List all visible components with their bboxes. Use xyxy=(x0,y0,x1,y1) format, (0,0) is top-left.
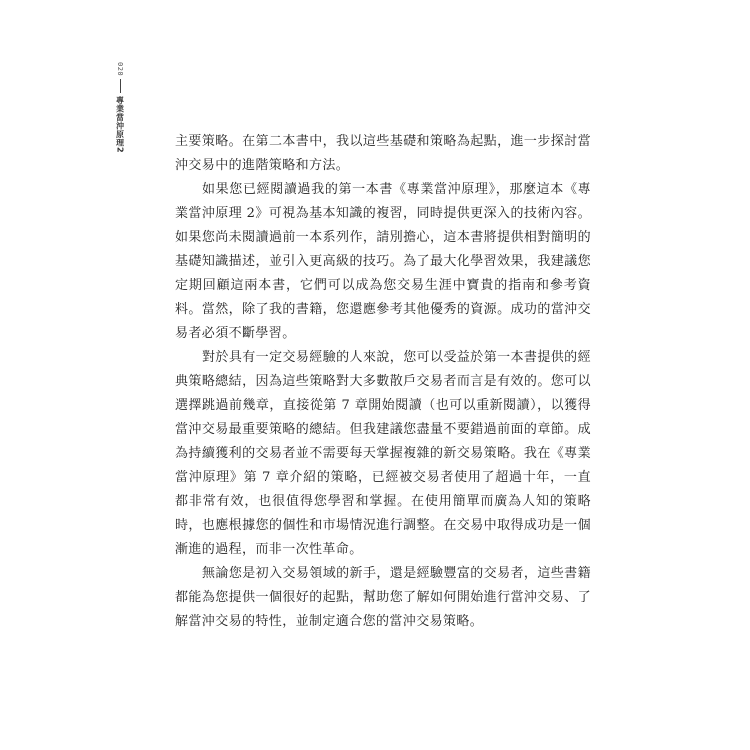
body-text xyxy=(175,130,591,634)
paragraph: 無論您是初入交易領域的新手，還是經驗豐富的交易者，這些書籍都能為您提供一個很好的起點，幫助您了解如何開始進行當沖交易、了解當沖交易的特性，並制定適合您的當沖交易策略。 xyxy=(175,566,591,629)
paragraph: 對於具有一定交易經驗的人來說，您可以受益於第一本書提供的經典策略總結，因為這些策略對大多數散戶交易者而言是有效的。您可以選擇跳過前幾章，直接從第 7 章開始閱讀（也可以重新閱讀），以獲得當沖交易最重要策略的總結。但我建議您盡量不要錯過前面的章節。成為持續獲利的交易者並不需要每天掌握複雜的新交易策略。我在《專業當沖原理》第 7 章介紹的策略，已經被交易者使用了超過十年，一直都非常有效，也很值得您學習和掌握。在使用簡單而廣為人知的策略時，也應根據您的個性和市場情況進行調整。在交易中取得成功是一個漸進的過程，而非一次性革命。 xyxy=(175,350,591,557)
paragraph: 如果您已經閱讀過我的第一本書《專業當沖原理》，那麼這本《專業當沖原理 2》可視為基本知識的複習，同時提供更深入的技術內容。如果您尚未閱讀過前一本系列作，請別擔心，這本書將提供相對簡明的基礎知識描述，並引入更高級的技巧。為了最大化學習效果，我建議您定期回顧這兩本書，它們可以成為您交易生涯中寶貴的指南和參考資料。當然，除了我的書籍，您還應參考其他優秀的資源。成功的當沖交易者必須不斷學習。 xyxy=(175,182,591,341)
page-number: 020 xyxy=(116,62,124,77)
paragraph-continued: 主要策略。在第二本書中，我以這些基礎和策略為起點，進一步探討當沖交易中的進階策略和方法。 xyxy=(175,134,591,173)
running-book-title: 專業當沖原理2 xyxy=(115,96,125,154)
running-header xyxy=(114,62,126,153)
header-divider xyxy=(120,79,121,93)
